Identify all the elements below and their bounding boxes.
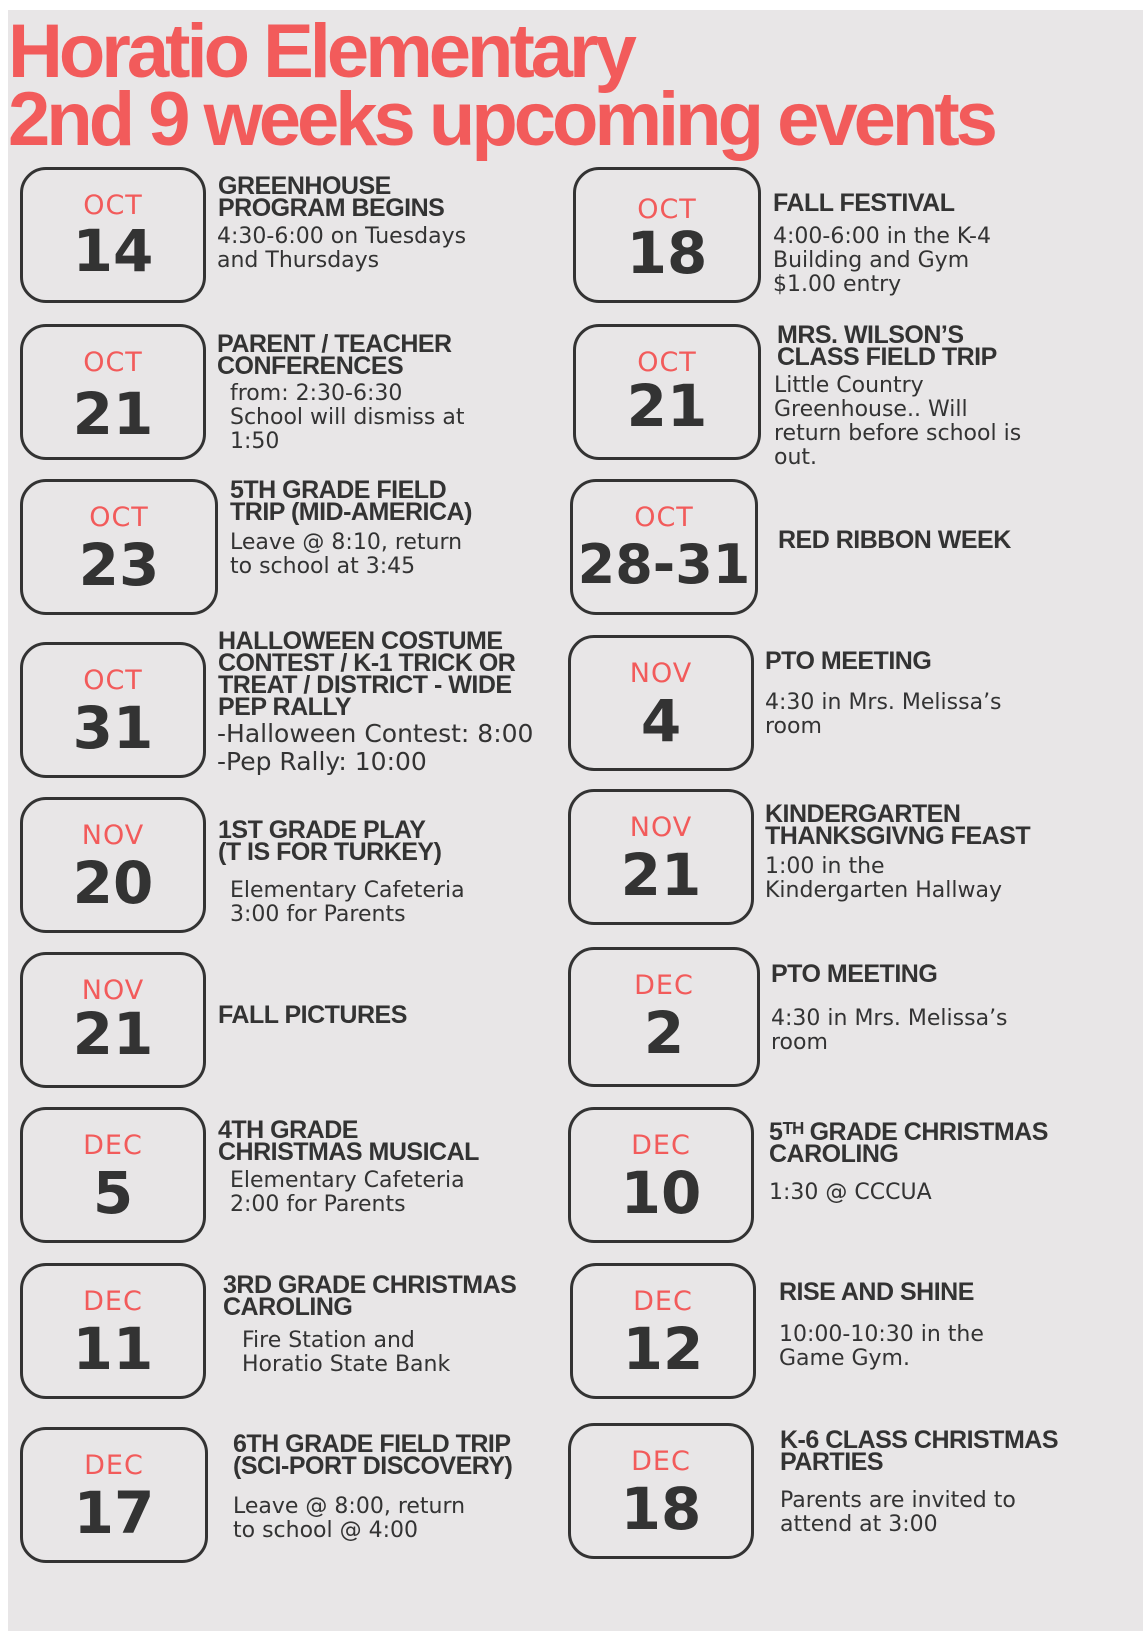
event-details: Little Country Greenhouse.. Will return before school is out. bbox=[774, 373, 1022, 470]
event-card bbox=[568, 789, 1128, 949]
event-card bbox=[20, 627, 580, 802]
title-line-1: Horatio Elementary bbox=[8, 10, 633, 94]
event-details: Parents are invited to attend at 3:00 bbox=[780, 1488, 1016, 1537]
event-card bbox=[568, 635, 1128, 795]
event-month: OCT bbox=[83, 347, 143, 378]
event-month: OCT bbox=[634, 502, 694, 533]
event-day: 10 bbox=[620, 1159, 702, 1227]
event-details: 1:30 @ CCCUA bbox=[769, 1180, 932, 1205]
event-details: 4:30-6:00 on Tuesdays and Thursdays bbox=[217, 224, 467, 273]
event-title: FALL PICTURES bbox=[218, 1001, 407, 1029]
event-month: NOV bbox=[81, 820, 145, 851]
event-month: DEC bbox=[634, 970, 694, 1001]
event-details: Elementary Cafeteria 3:00 for Parents bbox=[230, 878, 465, 927]
event-card bbox=[568, 1423, 1128, 1583]
event-day: 23 bbox=[78, 531, 160, 599]
event-month: DEC bbox=[633, 1286, 693, 1317]
event-title: PTO MEETING bbox=[771, 960, 938, 988]
event-card bbox=[20, 1427, 580, 1587]
event-card bbox=[573, 321, 1133, 484]
event-month: DEC bbox=[83, 1130, 143, 1161]
date-badge bbox=[570, 479, 758, 615]
date-badge bbox=[568, 1107, 754, 1243]
event-month: NOV bbox=[629, 658, 693, 689]
event-month: OCT bbox=[83, 190, 143, 221]
date-badge bbox=[568, 1423, 754, 1559]
event-details: 4:30 in Mrs. Melissa’s room bbox=[771, 1006, 1008, 1055]
event-day: 21 bbox=[72, 380, 154, 448]
title-line-2: 2nd 9 weeks upcoming events bbox=[8, 77, 994, 162]
event-month: OCT bbox=[89, 502, 149, 533]
event-card bbox=[20, 797, 580, 957]
event-day: 2 bbox=[643, 999, 685, 1067]
date-badge bbox=[20, 479, 218, 615]
event-details: 10:00-10:30 in the Game Gym. bbox=[779, 1322, 984, 1371]
event-day: 5 bbox=[92, 1159, 134, 1227]
date-badge bbox=[20, 642, 206, 778]
event-details: Leave @ 8:00, return to school @ 4:00 bbox=[233, 1494, 466, 1543]
event-card bbox=[573, 167, 1133, 327]
date-badge bbox=[568, 789, 754, 925]
event-day: 4 bbox=[640, 687, 682, 755]
event-title: 5TH GRADE FIELD TRIP (MID-AMERICA) bbox=[230, 476, 472, 526]
event-card bbox=[20, 324, 580, 484]
event-card bbox=[570, 1263, 1130, 1423]
event-details: from: 2:30-6:30 School will dismiss at 1:50 bbox=[230, 381, 465, 454]
event-card bbox=[20, 167, 580, 327]
event-month: NOV bbox=[629, 812, 693, 843]
event-month: NOV bbox=[81, 975, 145, 1006]
event-title: KINDERGARTEN THANKSGIVNG FEAST bbox=[765, 800, 1031, 850]
event-title: RISE AND SHINE bbox=[779, 1278, 974, 1306]
date-badge bbox=[20, 1427, 208, 1563]
event-details: 1:00 in the Kindergarten Hallway bbox=[765, 854, 1002, 903]
event-day: 11 bbox=[72, 1315, 154, 1383]
event-day: 31 bbox=[72, 694, 154, 762]
event-card bbox=[20, 952, 580, 1112]
date-badge bbox=[568, 635, 754, 771]
event-day: 14 bbox=[72, 217, 154, 285]
event-day: 20 bbox=[72, 849, 154, 917]
event-day: 28-31 bbox=[577, 533, 751, 596]
event-details: Leave @ 8:10, return to school at 3:45 bbox=[230, 530, 463, 579]
event-card bbox=[20, 1263, 580, 1423]
event-month: OCT bbox=[637, 347, 697, 378]
event-month: OCT bbox=[637, 194, 697, 225]
event-card bbox=[20, 1107, 580, 1267]
date-badge bbox=[20, 324, 206, 460]
flyer-page bbox=[8, 10, 1143, 1631]
event-title: GREENHOUSE PROGRAM BEGINS bbox=[218, 172, 445, 222]
event-day: 18 bbox=[626, 219, 708, 287]
event-card bbox=[568, 947, 1128, 1107]
event-month: DEC bbox=[631, 1130, 691, 1161]
event-title: K-6 CLASS CHRISTMAS PARTIES bbox=[780, 1426, 1059, 1476]
date-badge bbox=[20, 1107, 206, 1243]
event-card bbox=[20, 476, 580, 639]
event-day: 21 bbox=[626, 372, 708, 440]
event-details: Fire Station and Horatio State Bank bbox=[242, 1328, 451, 1377]
event-title: PTO MEETING bbox=[765, 647, 932, 675]
date-badge bbox=[20, 797, 206, 933]
event-title: 1ST GRADE PLAY (T IS FOR TURKEY) bbox=[218, 816, 442, 866]
event-month: DEC bbox=[631, 1446, 691, 1477]
event-title: RED RIBBON WEEK bbox=[778, 526, 1011, 554]
event-card bbox=[568, 1107, 1128, 1267]
event-month: DEC bbox=[83, 1286, 143, 1317]
event-month: DEC bbox=[84, 1450, 144, 1481]
event-details: 4:30 in Mrs. Melissa’s room bbox=[765, 690, 1002, 739]
event-day: 21 bbox=[72, 1000, 154, 1068]
date-badge bbox=[20, 952, 206, 1088]
event-title: 5ᵀᴴ GRADE CHRISTMAS CAROLING bbox=[769, 1118, 1048, 1168]
event-title: 3RD GRADE CHRISTMAS CAROLING bbox=[223, 1271, 517, 1321]
event-title: 6TH GRADE FIELD TRIP (SCI-PORT DISCOVERY) bbox=[233, 1430, 513, 1480]
event-card bbox=[570, 479, 1130, 639]
event-title: PARENT / TEACHER CONFERENCES bbox=[217, 330, 452, 380]
event-title: MRS. WILSON’S CLASS FIELD TRIP bbox=[777, 321, 997, 371]
event-details: Elementary Cafeteria 2:00 for Parents bbox=[230, 1168, 465, 1217]
date-badge bbox=[570, 1263, 756, 1399]
event-details: -Halloween Contest: 8:00 -Pep Rally: 10:00 bbox=[217, 719, 534, 776]
event-title: FALL FESTIVAL bbox=[773, 189, 955, 217]
date-badge bbox=[20, 1263, 206, 1399]
event-month: OCT bbox=[83, 665, 143, 696]
date-badge bbox=[20, 167, 206, 303]
date-badge bbox=[573, 324, 761, 460]
event-title: HALLOWEEN COSTUME CONTEST / K-1 TRICK OR TREAT / DISTRICT - WIDE PEP RALLY bbox=[218, 627, 516, 721]
date-badge bbox=[568, 947, 760, 1087]
event-details: 4:00-6:00 in the K-4 Building and Gym $1.00 entry bbox=[773, 224, 991, 297]
event-day: 12 bbox=[622, 1315, 704, 1383]
date-badge bbox=[573, 167, 761, 303]
event-day: 18 bbox=[620, 1475, 702, 1543]
event-day: 17 bbox=[73, 1479, 155, 1547]
event-day: 21 bbox=[620, 841, 702, 909]
event-title: 4TH GRADE CHRISTMAS MUSICAL bbox=[218, 1116, 479, 1166]
